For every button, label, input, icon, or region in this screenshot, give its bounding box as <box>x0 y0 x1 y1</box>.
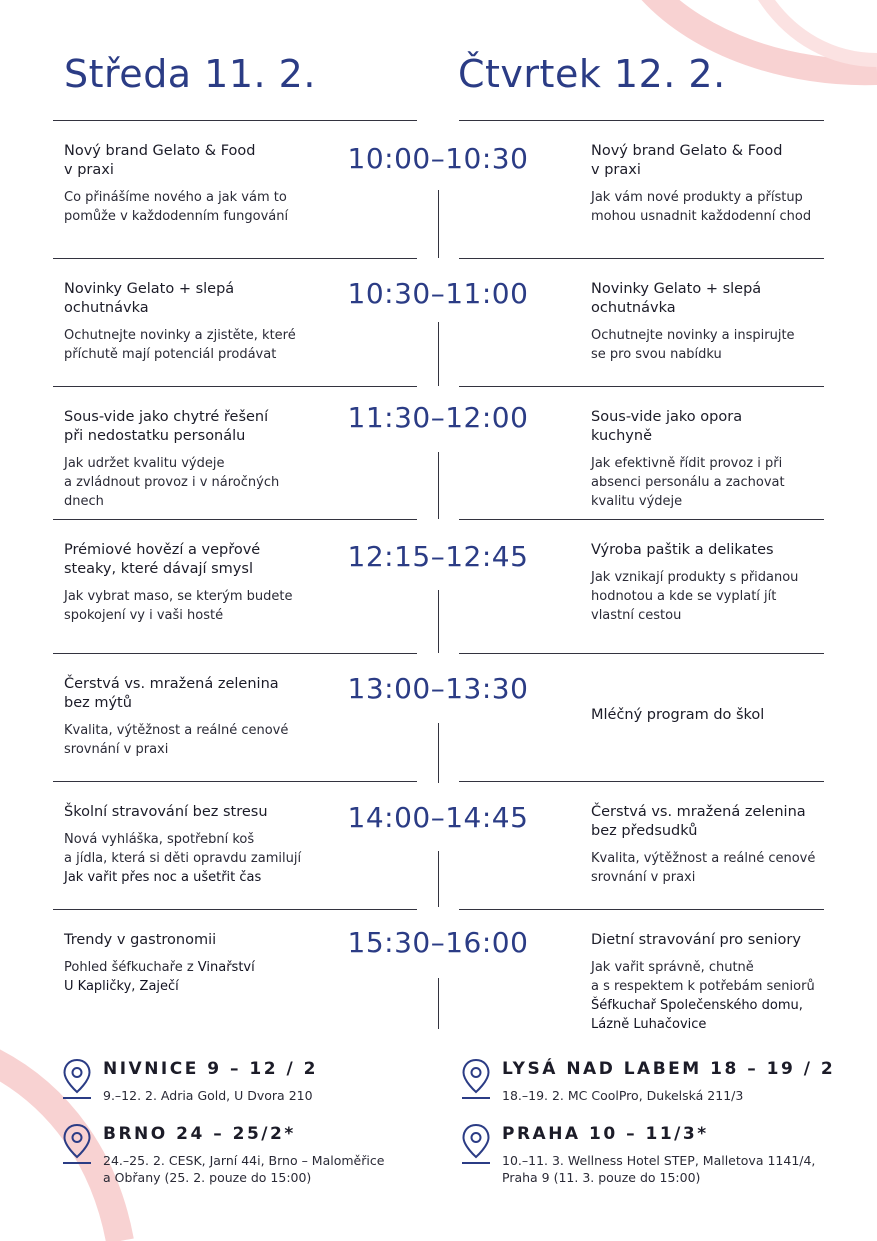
session-description-wed <box>64 326 296 364</box>
text-line: Školní stravování bez stresu <box>64 804 268 820</box>
session-title-wed <box>64 541 260 579</box>
session-title-wed <box>64 142 255 180</box>
time-slot: 14:00–14:45 <box>347 801 529 834</box>
map-pin-icon <box>461 1058 491 1102</box>
text-line: Jak vznikají produkty s přidanou <box>591 570 799 585</box>
text-line: příchutě mají potenciál prodávat <box>64 347 277 362</box>
location-address <box>103 1087 313 1104</box>
text-line: dnech <box>64 494 104 509</box>
text-line: a s respektem k potřebám seniorů <box>591 979 815 994</box>
text-line: kvalitu výdeje <box>591 494 683 509</box>
session-description-thu <box>591 568 798 625</box>
session-title-wed <box>64 408 268 446</box>
text-line: Kvalita, výtěžnost a reálné cenové <box>64 723 289 738</box>
session-title-wed <box>64 280 234 318</box>
session-title-thu <box>591 803 806 841</box>
text-line: vlastní cestou <box>591 608 682 623</box>
text-line: Nový brand Gelato & Food <box>591 143 783 159</box>
session-description-thu <box>591 326 795 364</box>
text-line: Jak vařit správně, chutně <box>591 960 754 975</box>
text-line: Co přinášíme nového a jak vám to <box>64 190 287 205</box>
divider-left <box>53 781 417 782</box>
text-line: steaky, které dávají smysl <box>64 561 253 577</box>
session-title-thu <box>591 706 764 725</box>
time-divider <box>438 322 439 386</box>
text-line: 9.–12. 2. Adria Gold, U Dvora 210 <box>103 1088 313 1103</box>
highlight-text: Lázně Luhačovice <box>591 1017 707 1032</box>
text-line: Sous-vide jako opora <box>591 409 743 425</box>
text-line: Mléčný program do škol <box>591 707 765 723</box>
text-line: Praha 9 (11. 3. pouze do 15:00) <box>502 1170 701 1185</box>
time-slot: 15:30–16:00 <box>347 926 529 959</box>
time-slot: 10:00–10:30 <box>347 142 529 175</box>
text-line: pomůže v každodenním fungování <box>64 209 289 224</box>
divider-left <box>53 653 417 654</box>
divider-right <box>459 519 824 520</box>
text-line: se pro svou nabídku <box>591 347 722 362</box>
session-title-thu <box>591 931 801 950</box>
location-name: LYSÁ NAD LABEM 18 – 19 / 2 <box>502 1059 836 1079</box>
text-line: mohou usnadnit každodenní chod <box>591 209 812 224</box>
session-description-wed <box>64 454 279 511</box>
text-line: hodnotou a kde se vyplatí jít <box>591 589 777 604</box>
text-line: Čerstvá vs. mražená zelenina <box>64 676 279 692</box>
day-title-wednesday: Středa 11. 2. <box>64 52 316 96</box>
session-description-wed <box>64 587 292 625</box>
text-line: Novinky Gelato + slepá <box>591 281 762 297</box>
time-divider <box>438 452 439 519</box>
session-description-thu <box>591 188 811 226</box>
divider-left <box>53 909 417 910</box>
text-line: ochutnávka <box>64 300 149 316</box>
time-divider <box>438 851 439 907</box>
divider-right <box>459 386 824 387</box>
highlight-text: Šéfkuchař Společenského domu, <box>591 998 803 1013</box>
text-line: při nedostatku personálu <box>64 428 246 444</box>
session-title-thu <box>591 142 782 180</box>
location-address <box>103 1152 384 1186</box>
time-slot: 10:30–11:00 <box>347 277 529 310</box>
text-line: bez předsudků <box>591 823 698 839</box>
text-line: Pohled šéfkuchaře z <box>64 960 198 975</box>
text-line: Jak efektivně řídit provoz i při <box>591 456 783 471</box>
highlight-text: Jak vařit přes noc a ušetřit čas <box>64 870 262 885</box>
highlight-text: Vinařství <box>197 960 255 975</box>
text-line: Čerstvá vs. mražená zelenina <box>591 804 806 820</box>
text-line: kuchyně <box>591 428 652 444</box>
text-line: v praxi <box>591 162 641 178</box>
text-line: a Obřany (25. 2. pouze do 15:00) <box>103 1170 312 1185</box>
time-divider <box>438 590 439 653</box>
map-pin-icon <box>62 1123 92 1167</box>
time-divider <box>438 978 439 1029</box>
text-line: 18.–19. 2. MC CoolPro, Dukelská 211/3 <box>502 1088 744 1103</box>
location-name: PRAHA 10 – 11/3* <box>502 1124 709 1144</box>
text-line: Jak vybrat maso, se kterým budete <box>64 589 293 604</box>
divider-right <box>459 653 824 654</box>
map-pin-icon <box>62 1058 92 1102</box>
session-description-wed <box>64 721 288 759</box>
text-line: 10.–11. 3. Wellness Hotel STEP, Malletova 1141/4, <box>502 1153 816 1168</box>
text-line: bez mýtů <box>64 695 132 711</box>
text-line: spokojení vy i vaši hosté <box>64 608 224 623</box>
text-line: absenci personálu a zachovat <box>591 475 785 490</box>
location-address <box>502 1152 815 1186</box>
divider-right <box>459 258 824 259</box>
divider-right <box>459 909 824 910</box>
text-line: Trendy v gastronomii <box>64 932 217 948</box>
session-description-wed <box>64 188 288 226</box>
text-line: srovnání v praxi <box>64 742 169 757</box>
divider-left <box>53 386 417 387</box>
session-description-thu <box>591 849 815 887</box>
day-title-thursday: Čtvrtek 12. 2. <box>458 52 726 96</box>
session-title-wed <box>64 803 268 822</box>
session-title-thu <box>591 408 742 446</box>
map-pin-icon <box>461 1123 491 1167</box>
decorative-arc-bottom-left <box>0 1000 877 1241</box>
text-line: Sous-vide jako chytré řešení <box>64 409 269 425</box>
text-line: ochutnávka <box>591 300 676 316</box>
text-line: Novinky Gelato + slepá <box>64 281 235 297</box>
divider-left-top <box>53 120 417 121</box>
text-line: Ochutnejte novinky a zjistěte, které <box>64 328 296 343</box>
divider-right <box>459 781 824 782</box>
time-divider <box>438 190 439 258</box>
session-title-wed <box>64 931 216 950</box>
text-line: Kvalita, výtěžnost a reálné cenové <box>591 851 816 866</box>
divider-left <box>53 519 417 520</box>
text-line: Nová vyhláška, spotřební koš <box>64 832 255 847</box>
location-address <box>502 1087 743 1104</box>
time-divider <box>438 723 439 783</box>
text-line: Dietní stravování pro seniory <box>591 932 801 948</box>
session-description-thu <box>591 454 785 511</box>
text-line: Jak vám nové produkty a přístup <box>591 190 803 205</box>
session-title-wed <box>64 675 279 713</box>
session-title-thu <box>591 541 774 560</box>
session-title-thu <box>591 280 761 318</box>
text-line: Jak udržet kvalitu výdeje <box>64 456 225 471</box>
session-description-thu <box>591 958 815 1034</box>
text-line: a jídla, která si děti opravdu zamilují <box>64 851 302 866</box>
location-name: NIVNICE 9 – 12 / 2 <box>103 1059 318 1079</box>
text-line: srovnání v praxi <box>591 870 696 885</box>
session-description-wed <box>64 958 255 996</box>
text-line: Ochutnejte novinky a inspirujte <box>591 328 795 343</box>
text-line: a zvládnout provoz i v náročných <box>64 475 280 490</box>
text-line: Prémiové hovězí a vepřové <box>64 542 261 558</box>
text-line: 24.–25. 2. CESK, Jarní 44i, Brno – Maloměřice <box>103 1153 385 1168</box>
divider-right-top <box>459 120 824 121</box>
location-name: BRNO 24 – 25/2* <box>103 1124 296 1144</box>
time-slot: 11:30–12:00 <box>347 401 529 434</box>
highlight-text: U Kapličky, Zaječí <box>64 979 179 994</box>
time-slot: 13:00–13:30 <box>347 672 529 705</box>
divider-left <box>53 258 417 259</box>
text-line: Nový brand Gelato & Food <box>64 143 256 159</box>
text-line: Výroba paštik a delikates <box>591 542 774 558</box>
session-description-wed <box>64 830 301 887</box>
text-line: v praxi <box>64 162 114 178</box>
time-slot: 12:15–12:45 <box>347 540 529 573</box>
